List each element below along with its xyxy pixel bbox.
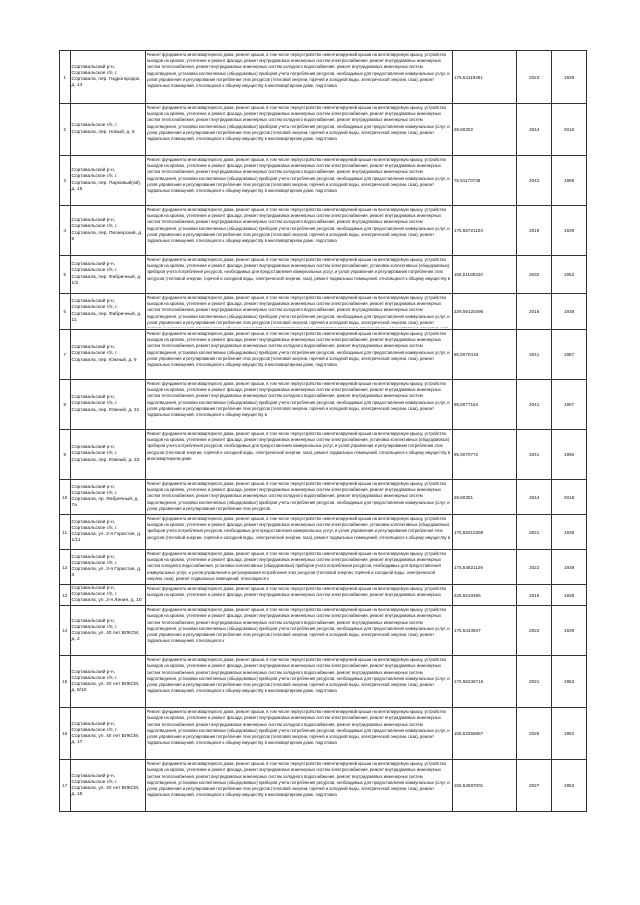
build-year-cell: 1987 xyxy=(552,380,587,430)
cost-cell: 225,5510495 xyxy=(452,585,516,606)
table-row xyxy=(60,156,587,206)
row-number: 6 xyxy=(60,294,71,330)
capital-repair-table xyxy=(59,50,587,812)
address-cell: Сортавальский р-н, Сортавальское г/п, г. Сортавала, пер. Пионерский, д. 5 xyxy=(70,206,145,256)
table-row xyxy=(60,550,587,585)
address-cell: Сортавальский р-н, Сортавальское г/п, г. Сортавала, ул. 2-я Гористая, д. 1/11 xyxy=(70,515,145,550)
address-cell: Сортавальский р-н, Сортавальское г/п, г. Сортавала, ул. 40 лет ВЛКСМ, д. 17 xyxy=(70,708,145,760)
address-cell: Сортавальский р-н, Сортавальское г/п, г. Сортавала, пер. Южный, д. 33 xyxy=(70,430,145,480)
address-cell: Сортавальский р-н, Сортавальское г/п, г. Сортавала, пр. Фабричный, д. 7а xyxy=(70,480,145,515)
table-row xyxy=(60,585,587,606)
works-cell xyxy=(145,656,452,708)
works-text: Ремонт фундамента многоквартирного дома, ремонт крыши, в том числе переустройство невентилируемой крыши на вентилируемую крышу, устройство выходов на кровлю, утепление и ремонт фасада, ремонт внутридомовых инженерных систем электроснабжения, ремонт внутридомовых инженерных систем теплоснабжения, ремонт внутридомовых инженерных систем холодного водоснабжения, ремонт внутридомовых инженерных систем водоотведения, установка коллективных (общедомовых) приборов учета потребления ресурсов, необходимых для предоставления коммунальных услуг, и узлов управления и регулирования потребления этих ресурсов (тепловой энергии, горячей и холодной воды, электрической энергии, газа), ремонт подвальных помещений, относящихся к общему имуществу в многоквартирном доме, подготовка xyxy=(146,105,450,142)
address-cell: Сортавальский р-н, Сортавальское г/п, г. Сортавала, ул. 40 лет ВЛКСМ, д. 2 xyxy=(70,606,145,656)
table-row xyxy=(60,430,587,480)
build-year-cell: 1990 xyxy=(552,430,587,480)
build-year-cell: 1939 xyxy=(552,606,587,656)
address-cell: Сортавальский р-н, Сортавальское г/п, г. Сортавала, пер. Парковый(ой), д. 15 xyxy=(70,156,145,206)
address-cell: Сортавальский р-н, Сортавальское г/п, г. Сортавала, пер. Южный, д. 9 xyxy=(70,330,145,380)
repair-year-cell: 2022 xyxy=(517,606,552,656)
repair-year-cell: 2023 xyxy=(517,51,552,104)
works-cell xyxy=(145,430,452,480)
works-text: Ремонт фундамента многоквартирного дома, ремонт крыши, в том числе переустройство невентилируемой крыши на вентилируемую крышу, устройство выходов на кровлю, утепление и ремонт фасада, ремонт внутридомовых инженерных систем электроснабжения, ремонт внутридомовых инженерных систем теплоснабжения, ремонт внутридомовых инженерных систем холодного водоснабжения, ремонт внутридомовых инженерных систем водоотведения, установка коллективных (общедомовых) приборов учета потребления ресурсов, необходимых для предоставления коммунальных услуг, и узлов управления и регулирования потребления этих ресурсов (тепловой энергии, горячей и холодной воды, электрической энергии, газа), ремонт подвальных помещений, относящихся к общему имуществу в многоквартирном доме, подготовка xyxy=(146,157,450,194)
works-text: Ремонт фундамента многоквартирного дома, ремонт крыши, в том числе переустройство невентилируемой крыши на вентилируемую крышу, устройство выходов на кровлю, утепление и ремонт фасада, ремонт внутридомовых инженерных систем электроснабжения, ремонт внутридомовых инженерных xyxy=(146,586,447,598)
cost-cell: 156,51198320 xyxy=(452,256,516,294)
row-number: 13 xyxy=(60,585,71,606)
works-text: Ремонт фундамента многоквартирного дома, ремонт крыши, в том числе переустройство невентилируемой крыши на вентилируемую крышу, устройство выходов на кровлю, утепление и ремонт фасада, ремонт внутридомовых инженерных систем электроснабжения, ремонт внутридомовых инженерных систем теплоснабжения, ремонт внутридомовых инженерных систем холодного водоснабжения, ремонт внутридомовых инженерных систем водоотведения, установка коллективных (общедомовых) приборов учета потребления ресурсов, необходимых для предоставления коммунальных услуг, и узлов управления и регулирования потребления этих ресурсов (тепловой энергии, горячей и холодной воды, электрической энергии, газа), ремонт подвальных помещений, относящихся к общему имуществу в многоквартирном доме, подготовка xyxy=(146,52,450,89)
row-number: 15 xyxy=(60,656,71,708)
address-cell: Сортавальский р-н, Сортавальское г/п, г. Сортавала, пер. Гидрогородок, д. 14 xyxy=(70,51,145,104)
table-row xyxy=(60,104,587,156)
cost-cell: 229,59120496 xyxy=(452,294,516,330)
works-cell xyxy=(145,708,452,760)
row-number: 14 xyxy=(60,606,71,656)
row-number: 4 xyxy=(60,206,71,256)
table-row xyxy=(60,294,587,330)
repair-year-cell: 2021 xyxy=(517,656,552,708)
cost-cell: 95,5077164 xyxy=(452,380,516,430)
row-number: 10 xyxy=(60,480,71,515)
row-number: 17 xyxy=(60,760,71,812)
works-cell xyxy=(145,480,452,515)
repair-year-cell: 2044 xyxy=(517,480,552,515)
works-cell xyxy=(145,256,452,294)
works-text: Ремонт фундамента многоквартирного дома, ремонт крыши, в том числе переустройство невентилируемой крыши на вентилируемую крышу, устройство выходов на кровлю, утепление и ремонт фасада, ремонт внутридомовых инженерных систем электроснабжения, ремонт внутридомовых инженерных систем теплоснабжения, ремонт внутридомовых инженерных систем холодного водоснабжения, ремонт внутридомовых инженерных систем водоотведения, установка коллективных (общедомовых) приборов учета потребления ресурсов, необходимых для предоставления коммунальных услуг, и узлов управления и регулирования потребления этих ресурсов (тепловой энергии, горячей и холодной воды, электрической энергии, газа), ремонт подвальных помещений, относящихся к общему имуществу в многоквартирном доме, подготовка xyxy=(146,761,450,798)
address-cell: Сортавальский р-н, Сортавальское г/п, г. Сортавала, ул. 40 лет ВЛКСМ, д. 8/10 xyxy=(70,656,145,708)
row-number: 8 xyxy=(60,380,71,430)
works-cell xyxy=(145,380,452,430)
row-number: 7 xyxy=(60,330,71,380)
cost-cell: 175,55010369 xyxy=(452,515,516,550)
repair-year-cell: 2019 xyxy=(517,206,552,256)
build-year-cell: 1938 xyxy=(552,515,587,550)
build-year-cell: 1938 xyxy=(552,294,587,330)
address-cell: Сортавальское г/п, г. Сортавала, пер. Новый, д. 6 xyxy=(70,104,145,156)
works-cell xyxy=(145,51,452,104)
cost-cell: 95,5070772 xyxy=(452,430,516,480)
cost-cell: 29,60301 xyxy=(452,480,516,515)
works-text: Ремонт фундамента многоквартирного дома, ремонт крыши, в том числе переустройство невентилируемой крыши на вентилируемую крышу, устройство выходов на кровлю, утепление и ремонт фасада, ремонт внутридомовых инженерных систем электроснабжения, ремонт внутридомовых инженерных систем теплоснабжения, ремонт внутридомовых инженерных систем холодного водоснабжения, ремонт внутридомовых инженерных систем водоотведения, установка коллективных (общедомовых) приборов учета потребления ресурсов, необходимых для предоставления коммунальных услуг, и узлов управления и регулирования потребления этих ресурсов (тепловой энергии, горячей и холодной воды, электрической энергии, газа), ремонт xyxy=(146,295,450,325)
works-cell xyxy=(145,515,452,550)
table-row xyxy=(60,256,587,294)
row-number: 16 xyxy=(60,708,71,760)
build-year-cell: 1938 xyxy=(552,585,587,606)
table-body xyxy=(60,51,587,812)
works-cell xyxy=(145,206,452,256)
build-year-cell: 1939 xyxy=(552,206,587,256)
works-text: Ремонт фундамента многоквартирного дома, ремонт крыши, в том числе переустройство невентилируемой крыши на вентилируемую крышу, устройство выходов на кровлю, утепление и ремонт фасада, ремонт внутридомовых инженерных систем электроснабжения, ремонт внутридомовых инженерных систем теплоснабжения, ремонт внутридомовых инженерных систем холодного водоснабжения, ремонт внутридомовых инженерных систем водоотведения, установка коллективных (общедомовых) приборов учета потребления ресурсов, необходимых для предоставления коммунальных услуг, и узлов управления и регулирования потребления этих ресурсов (тепловой энергии, горячей и холодной воды, электрической энергии, газа), ремонт подвальных помещений, относящихся к xyxy=(146,607,450,644)
repair-year-cell: 2041 xyxy=(517,380,552,430)
cost-cell: 175,5443947 xyxy=(452,606,516,656)
address-cell: Сортавальский р-н, Сортавальское г/п, г. Сортавала, пер. Южный, д. 31 xyxy=(70,380,145,430)
table-row xyxy=(60,380,587,430)
works-cell xyxy=(145,156,452,206)
build-year-cell: 1952 xyxy=(552,256,587,294)
works-text: Ремонт фундамента многоквартирного дома, ремонт крыши, в том числе переустройство невентилируемой крыши на вентилируемую крышу, устройство выходов на кровлю, утепление и ремонт фасада, ремонт внутридомовых инженерных систем электроснабжения, ремонт внутридомовых инженерных систем теплоснабжения, ремонт внутридомовых инженерных систем холодного водоснабжения, ремонт внутридомовых инженерных систем водоотведения, установка коллективных (общедомовых) приборов учета потребления ресурсов, необходимых для предоставления коммунальных услуг, и узлов управления и регулирования потребления этих ресурсов (тепловой энергии, горячей и холодной воды, электрической энергии, газа), ремонт подвальных помещений, относящихся к общему имуществу в многоквартирном доме, подготовка xyxy=(146,331,450,368)
works-cell xyxy=(145,760,452,812)
build-year-cell: 1962 xyxy=(552,708,587,760)
works-text: Ремонт фундамента многоквартирного дома, ремонт крыши, в том числе переустройство невентилируемой крыши на вентилируемую крышу, устройство выходов на кровлю, утепление и ремонт фасада, ремонт внутридомовых инженерных систем электроснабжения, ремонт внутридомовых инженерных систем теплоснабжения, ремонт внутридомовых инженерных систем холодного водоснабжения, ремонт внутридомовых инженерных систем водоотведения, установка коллективных (общедомовых) приборов учета потребления ресурсов, необходимых для предоставления коммунальных услуг, и узлов управления и регулирования потребления этих ресурсов xyxy=(146,481,450,511)
works-text: Ремонт фундамента многоквартирного дома, ремонт крыши, в том числе переустройство невентилируемой крыши на вентилируемую крышу, устройство выходов на кровлю, утепление и ремонт фасада, ремонт внутридомовых инженерных систем электроснабжения, ремонт внутридомовых инженерных систем теплоснабжения, ремонт внутридомовых инженерных систем холодного водоснабжения, ремонт внутридомовых инженерных систем водоотведения, установка коллективных (общедомовых) приборов учета потребления ресурсов, необходимых для предоставления коммунальных услуг, и узлов управления и регулирования потребления этих ресурсов (тепловой энергии, горячей и холодной воды, электрической энергии, газа), ремонт подвальных помещений, относящихся к общему имуществу в многоквартирном доме, подготовка xyxy=(146,657,450,694)
address-cell: Сортавальский р-н, Сортавальское г/п, г. Сортавала, ул. 2-я Гористая, д. 3 xyxy=(70,550,145,585)
repair-year-cell: 2022 xyxy=(517,550,552,585)
address-cell: Сортавальский р-н, Сортавальское г/п, г. Сортавала, ул. 40 лет ВЛКСМ, д. 18 xyxy=(70,760,145,812)
build-year-cell: 2016 xyxy=(552,104,587,156)
cost-cell: 175,54118491 xyxy=(452,51,516,104)
cost-cell: 175,54821129 xyxy=(452,550,516,585)
repair-year-cell: 2016 xyxy=(517,585,552,606)
cost-cell: 155,53356967 xyxy=(452,708,516,760)
table-row xyxy=(60,760,587,812)
address-cell: Сортавальский р-н, Сортавальское г/п, г. Сортавала, пер. Фабричный, д. 1/2 xyxy=(70,256,145,294)
works-text: Ремонт фундамента многоквартирного дома, ремонт крыши, в том числе переустройство невентилируемой крыши на вентилируемую крышу, устройство выходов на кровлю, утепление и ремонт фасада, ремонт внутридомовых инженерных систем электроснабжения, установка коллективных (общедомовых) приборов учета потребления ресурсов, необходимых для предоставления коммунальных услуг, и узлов управления и регулирования потребления этих ресурсов (тепловой энергии, горячей и холодной воды, электрической энергии, газа), ремонт подвальных помещений, относящихся к общему имуществу в xyxy=(146,516,451,540)
build-year-cell: 1989 xyxy=(552,156,587,206)
works-cell xyxy=(145,585,452,606)
repair-year-cell: 2026 xyxy=(517,708,552,760)
repair-year-cell: 2021 xyxy=(517,515,552,550)
cost-cell: 75,51170736 xyxy=(452,156,516,206)
works-cell xyxy=(145,104,452,156)
table-row xyxy=(60,51,587,104)
works-text: Ремонт фундамента многоквартирного дома, ремонт крыши, в том числе переустройство невентилируемой крыши на вентилируемую крышу, устройство выходов на кровлю, утепление и ремонт фасада, ремонт внутридомовых инженерных систем электроснабжения, установка коллективных (общедомовых) приборов учета потребления ресурсов, необходимых для предоставления коммунальных услуг, и узлов управления и регулирования потребления этих ресурсов (тепловой энергии, горячей и холодной воды, электрической энергии, газа), ремонт подвальных помещений, относящихся к общему имуществу в многоквартирном доме xyxy=(146,431,451,461)
row-number: 12 xyxy=(60,550,71,585)
works-text: Ремонт фундамента многоквартирного дома, ремонт крыши, в том числе переустройство невентилируемой крыши на вентилируемую крышу, устройство выходов на кровлю, утепление и ремонт фасада, ремонт внутридомовых инженерных систем электроснабжения, ремонт внутридомовых инженерных систем теплоснабжения, ремонт внутридомовых инженерных систем холодного водоснабжения, ремонт внутридомовых инженерных систем водоотведения, установка коллективных (общедомовых) приборов учета потребления ресурсов, необходимых для предоставления коммунальных услуг, и узлов управления и регулирования потребления этих ресурсов (тепловой энергии, горячей и холодной воды, электрической энергии, газа), ремонт подвальных помещений, относящихся к общему имуществу в многоквартирном доме, подготовка xyxy=(146,709,450,746)
build-year-cell: 1962 xyxy=(552,656,587,708)
table-row xyxy=(60,330,587,380)
row-number: 9 xyxy=(60,430,71,480)
row-number: 1 xyxy=(60,51,71,104)
table-row xyxy=(60,206,587,256)
cost-cell: 29,60302 xyxy=(452,104,516,156)
cost-cell: 175,55236716 xyxy=(452,656,516,708)
works-text: Ремонт фундамента многоквартирного дома, ремонт крыши, в том числе переустройство невентилируемой крыши на вентилируемую крышу, устройство выходов на кровлю, утепление и ремонт фасада, ремонт внутридомовых инженерных систем электроснабжения, установка коллективных (общедомовых) приборов учета потребления ресурсов, необходимых для предоставления коммунальных услуг, и узлов управления и регулирования потребления этих ресурсов (тепловой энергии, горячей и холодной воды, электрической энергии, газа), ремонт подвальных помещений, относящихся к общему имуществу в xyxy=(146,257,451,281)
address-cell: Сортавальский р-н, Сортавальское г/п, г. Сортавала, пер. Фабричный, д. 11 xyxy=(70,294,145,330)
table-row xyxy=(60,515,587,550)
build-year-cell: 1987 xyxy=(552,330,587,380)
row-number: 11 xyxy=(60,515,71,550)
repair-year-cell: 2027 xyxy=(517,760,552,812)
repair-year-cell: 2042 xyxy=(517,156,552,206)
works-text: Ремонт фундамента многоквартирного дома, ремонт крыши, в том числе переустройство невентилируемой крыши на вентилируемую крышу, устройство выходов на кровлю, утепление и ремонт фасада, ремонт внутридомовых инженерных систем электроснабжения, ремонт внутридомовых инженерных систем теплоснабжения, ремонт внутридомовых инженерных систем холодного водоснабжения, ремонт внутридомовых инженерных систем водоотведения, установка коллективных (общедомовых) приборов учета потребления ресурсов, необходимых для предоставления коммунальных услуг, и узлов управления и регулирования потребления этих ресурсов (тепловой энергии, горячей и холодной воды, электрической энергии, газа), ремонт подвальных помещений, относящихся к общему имуществу в многоквартирном доме, подготовка xyxy=(146,207,450,244)
repair-year-cell: 2041 xyxy=(517,430,552,480)
cost-cell: 95,5070418 xyxy=(452,330,516,380)
repair-year-cell: 2032 xyxy=(517,256,552,294)
row-number: 5 xyxy=(60,256,71,294)
repair-year-cell: 2041 xyxy=(517,330,552,380)
table-row xyxy=(60,606,587,656)
works-text: Ремонт фундамента многоквартирного дома, ремонт крыши, в том числе переустройство невентилируемой крыши на вентилируемую крышу, устройство выходов на кровлю, утепление и ремонт фасада, ремонт внутридомовых инженерных систем электроснабжения, ремонт внутридомовых инженерных систем теплоснабжения, ремонт внутридомовых инженерных систем холодного водоснабжения, ремонт внутридомовых инженерных систем водоотведения, установка коллективных (общедомовых) приборов учета потребления ресурсов, необходимых для предоставления коммунальных услуг, и узлов управления и регулирования потребления этих ресурсов (тепловой энергии, горячей и холодной воды, электрической энергии, газа), ремонт подвальных помещений, относящихся к общему имуществу в xyxy=(146,381,450,418)
repair-year-cell: 2016 xyxy=(517,294,552,330)
cost-cell: 155,52597001 xyxy=(452,760,516,812)
table-row xyxy=(60,480,587,515)
works-cell xyxy=(145,550,452,585)
works-cell xyxy=(145,606,452,656)
table-row xyxy=(60,708,587,760)
row-number: 2 xyxy=(60,104,71,156)
build-year-cell: 1953 xyxy=(552,760,587,812)
build-year-cell: 1939 xyxy=(552,550,587,585)
repair-year-cell: 2044 xyxy=(517,104,552,156)
cost-cell: 175,55721103 xyxy=(452,206,516,256)
table-row xyxy=(60,656,587,708)
row-number: 3 xyxy=(60,156,71,206)
address-cell: Сортавальский р-н, Сортавальское г/п, г. Сортавала, ул. 2-я Линия, д. 10 xyxy=(70,585,145,606)
works-cell xyxy=(145,294,452,330)
works-cell xyxy=(145,330,452,380)
build-year-cell: 1939 xyxy=(552,51,587,104)
works-text: Ремонт фундамента многоквартирного дома, ремонт крыши, в том числе переустройство невентилируемой крыши на вентилируемую крышу, устройство выходов на кровлю, утепление и ремонт фасада, ремонт внутридомовых инженерных систем электроснабжения, ремонт внутридомовых инженерных систем холодного водоснабжения, установка коллективных (общедомовых) приборов учета потребления ресурсов, необходимых для предоставления коммунальных услуг, и узлов управления и регулирования потребления этих ресурсов (тепловой энергии, горячей и холодной воды, электрической энергии, газа), ремонт подвальных помещений, относящихся к xyxy=(146,551,447,581)
build-year-cell: 2018 xyxy=(552,480,587,515)
